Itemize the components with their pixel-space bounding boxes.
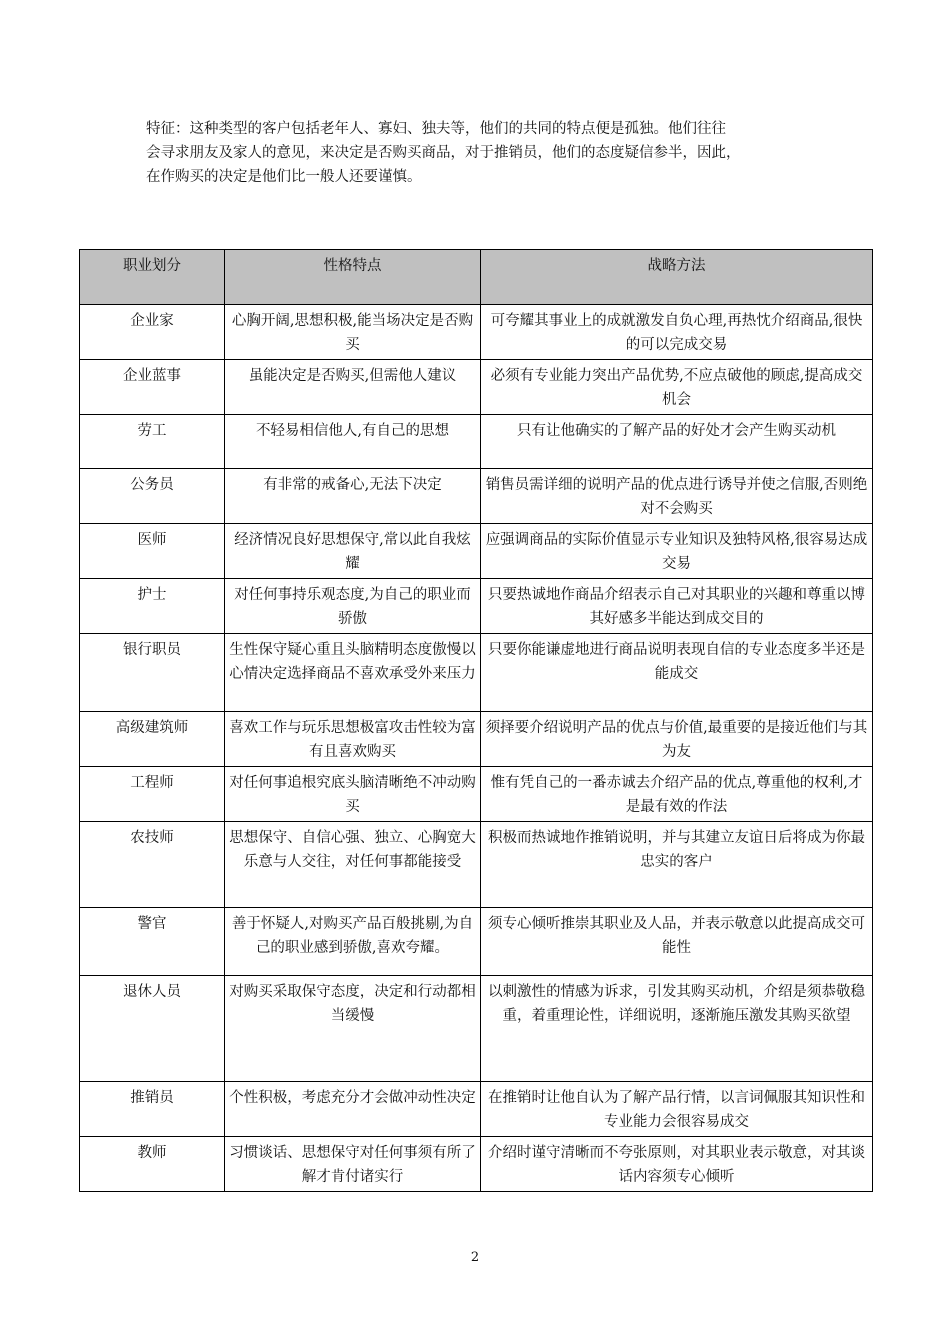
strategy-cell: 惟有凭自己的一番赤诚去介绍产品的优点,尊重他的权利,才是最有效的作法: [481, 767, 873, 822]
traits-cell: 对任何事持乐观态度,为自己的职业而骄傲: [225, 579, 481, 634]
traits-cell: 心胸开阔,思想积极,能当场决定是否购买: [225, 305, 481, 360]
strategy-cell: 销售员需详细的说明产品的优点进行诱导并使之信服,否则绝对不会购买: [481, 469, 873, 524]
occupation-cell: 教师: [80, 1137, 225, 1192]
strategy-cell: 只有让他确实的了解产品的好处才会产生购买动机: [481, 415, 873, 469]
occupation-cell: 工程师: [80, 767, 225, 822]
occupation-cell: 推销员: [80, 1082, 225, 1137]
strategy-cell: 必须有专业能力突出产品优势,不应点破他的顾虑,提高成交机会: [481, 360, 873, 415]
strategy-cell: 可夸耀其事业上的成就激发自负心理,再热忱介绍商品,很快的可以完成交易: [481, 305, 873, 360]
traits-cell: 不轻易相信他人,有自己的思想: [225, 415, 481, 469]
traits-cell: 有非常的戒备心,无法下决定: [225, 469, 481, 524]
table-row: [80, 767, 873, 822]
table-row: [80, 469, 873, 524]
table-row: [80, 1137, 873, 1192]
strategy-cell: 只要热诚地作商品介绍表示自己对其职业的兴趣和尊重以博其好感多半能达到成交目的: [481, 579, 873, 634]
intro-line: 在作购买的决定是他们比一般人还要谨慎。: [146, 169, 422, 185]
table-row: [80, 908, 873, 976]
occupation-cell: 企业蓝事: [80, 360, 225, 415]
occupation-cell: 护士: [80, 579, 225, 634]
table-row: [80, 712, 873, 767]
traits-cell: 个性积极，考虑充分才会做冲动性决定: [225, 1082, 481, 1137]
table-row: [80, 360, 873, 415]
strategy-cell: 应强调商品的实际价值显示专业知识及独特风格,很容易达成交易: [481, 524, 873, 579]
occupation-cell: 警官: [80, 908, 225, 976]
table-row: [80, 415, 873, 469]
traits-cell: 经济情况良好思想保守,常以此自我炫耀: [225, 524, 481, 579]
header-strategy: 战略方法: [481, 250, 873, 305]
table-row: [80, 976, 873, 1082]
traits-cell: 喜欢工作与玩乐思想极富攻击性较为富有且喜欢购买: [225, 712, 481, 767]
table-row: [80, 822, 873, 908]
strategy-cell: 介绍时谨守清晰而不夸张原则，对其职业表示敬意，对其谈话内容须专心倾听: [481, 1137, 873, 1192]
strategy-cell: 须专心倾听推崇其职业及人品，并表示敬意以此提高成交可能性: [481, 908, 873, 976]
traits-cell: 对购买采取保守态度，决定和行动都相当缓慢: [225, 976, 481, 1082]
intro-paragraph: [146, 117, 818, 189]
header-occupation: 职业划分: [80, 250, 225, 305]
occupation-cell: 医师: [80, 524, 225, 579]
table-row: [80, 634, 873, 712]
traits-cell: 对任何事追根究底头脑清晰绝不冲动购买: [225, 767, 481, 822]
intro-line: 会寻求朋友及家人的意见，来决定是否购买商品，对于推销员，他们的态度疑信参半，因此，: [146, 145, 741, 161]
strategy-cell: 只要你能谦虚地进行商品说明表现自信的专业态度多半还是能成交: [481, 634, 873, 712]
occupation-cell: 农技师: [80, 822, 225, 908]
strategy-cell: 积极而热诚地作推销说明，并与其建立友谊日后将成为你最忠实的客户: [481, 822, 873, 908]
table-row: [80, 1082, 873, 1137]
occupation-cell: 企业家: [80, 305, 225, 360]
strategy-cell: 以刺激性的情感为诉求，引发其购买动机，介绍是须恭敬稳重，着重理论性，详细说明，逐渐施压激发其购买欲望: [481, 976, 873, 1082]
page-number: 2: [470, 1250, 480, 1265]
header-traits: 性格特点: [225, 250, 481, 305]
table-row: [80, 579, 873, 634]
occupation-cell: 银行职员: [80, 634, 225, 712]
table-row: [80, 524, 873, 579]
occupation-cell: 劳工: [80, 415, 225, 469]
traits-cell: 虽能决定是否购买,但需他人建议: [225, 360, 481, 415]
traits-cell: 思想保守、自信心强、独立、心胸宽大乐意与人交往，对任何事都能接受: [225, 822, 481, 908]
occupation-cell: 退休人员: [80, 976, 225, 1082]
intro-line: 特征：这种类型的客户包括老年人、寡妇、独夫等，他们的共同的特点便是孤独。他们往往: [146, 121, 726, 137]
occupation-strategy-table: [79, 249, 873, 1192]
traits-cell: 习惯谈话、思想保守对任何事须有所了解才肯付诸实行: [225, 1137, 481, 1192]
occupation-cell: 高级建筑师: [80, 712, 225, 767]
strategy-cell: 须择要介绍说明产品的优点与价值,最重要的是接近他们与其为友: [481, 712, 873, 767]
occupation-cell: 公务员: [80, 469, 225, 524]
table-header-row: [80, 250, 873, 305]
strategy-cell: 在推销时让他自认为了解产品行情，以言词佩服其知识性和专业能力会很容易成交: [481, 1082, 873, 1137]
table-row: [80, 305, 873, 360]
traits-cell: 生性保守疑心重且头脑精明态度傲慢以心情决定选择商品不喜欢承受外来压力: [225, 634, 481, 712]
traits-cell: 善于怀疑人,对购买产品百般挑剔,为自己的职业感到骄傲,喜欢夸耀。: [225, 908, 481, 976]
